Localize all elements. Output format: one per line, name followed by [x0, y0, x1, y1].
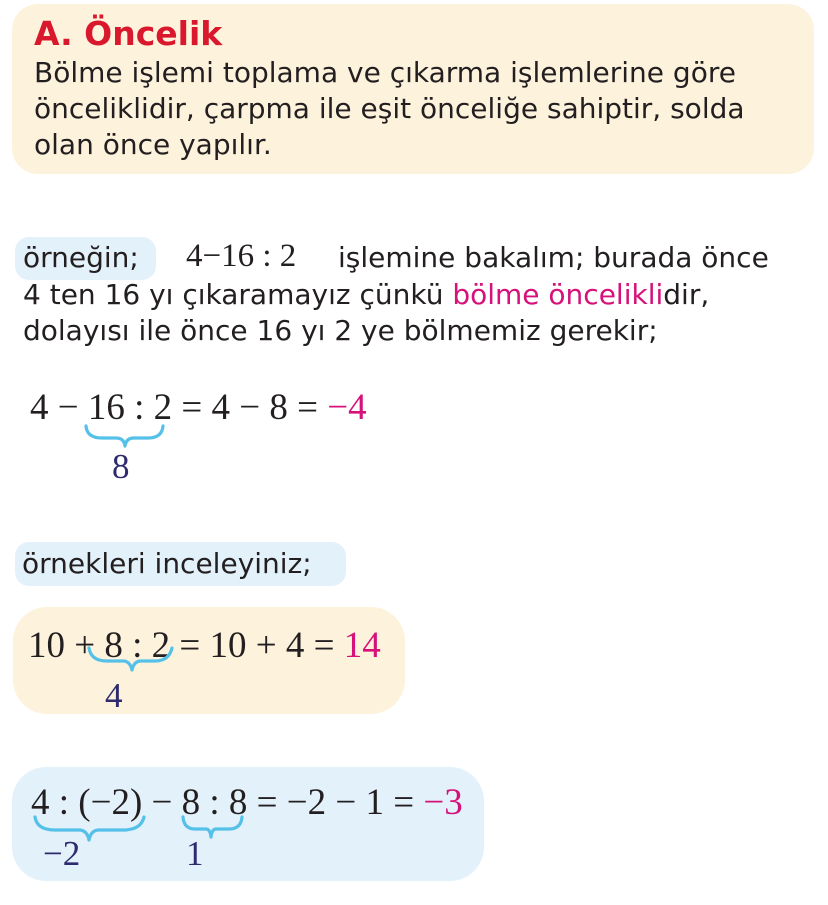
definition-line-1: Bölme işlemi toplama ve çıkarma işlemlerine göre [34, 56, 736, 89]
intro-line-2 [23, 278, 709, 311]
main-solution-brace-value: 8 [112, 447, 130, 486]
intro-line-2-end: dir, [663, 278, 710, 311]
definition-line-2: önceliklidir, çarpma ile eşit önceliğe sahiptir, solda [34, 92, 745, 125]
example-2-expression: 4 : (−2) − 8 : 8 = −2 − 1 = [31, 782, 424, 823]
example-1-brace [87, 645, 175, 675]
example-label: örneğin; [23, 241, 139, 274]
intro-highlight: bölme öncelikli [452, 278, 664, 311]
section-title: A. Öncelik [34, 14, 223, 53]
intro-expression: 4−16 : 2 [186, 238, 297, 274]
example-1-answer: 14 [343, 625, 381, 666]
example-1-expression: 10 + 8 : 2 = 10 + 4 = [28, 625, 344, 666]
example-2-answer: −3 [423, 782, 463, 823]
definition-box [12, 4, 814, 174]
example-2-brace-value-1: −2 [43, 834, 81, 873]
definition-line-3: olan önce yapılır. [34, 128, 272, 161]
main-solution-equation [30, 386, 367, 429]
intro-line-1-rest: işlemine bakalım; burada önce [338, 241, 769, 274]
main-solution-expression: 4 − 16 : 2 = 4 − 8 = [30, 387, 328, 428]
intro-line-2-start: 4 ten 16 yı çıkaramayız çünkü [23, 278, 453, 311]
example-1-brace-value: 4 [105, 676, 123, 715]
example-2-brace-value-2: 1 [186, 834, 204, 873]
main-solution-brace [84, 423, 168, 449]
intro-line-3: dolayısı ile önce 16 yı 2 ye bölmemiz gerekir; [23, 314, 658, 347]
main-solution-answer: −4 [327, 387, 367, 428]
examples-label: örnekleri inceleyiniz; [22, 547, 312, 580]
example-1-equation [28, 624, 381, 667]
